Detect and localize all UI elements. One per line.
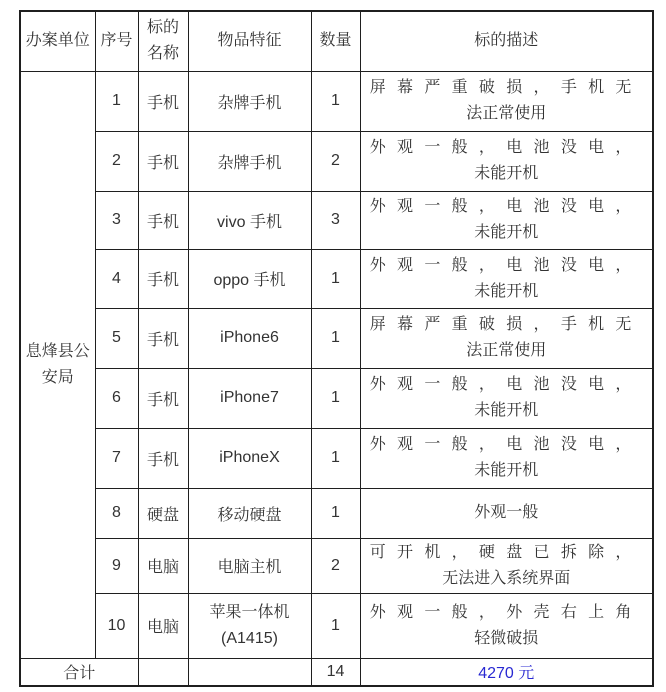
header-qty-label: 数量 [319, 32, 352, 50]
desc-line1: 屏幕严重破损，手机无 [369, 79, 643, 96]
cell-feature: iPhone7 [188, 368, 311, 428]
cell-unit [20, 71, 95, 658]
table-row [20, 368, 653, 428]
total-label-cell: 合计 [20, 658, 138, 686]
header-feature [188, 11, 311, 71]
desc-line2: 未能开机 [474, 282, 539, 300]
header-no-label: 序号 [100, 32, 133, 50]
desc-line1: 屏幕严重破损，手机无 [369, 316, 643, 333]
desc-line1: 可开机，硬盘已拆除， [369, 543, 643, 561]
header-name-line1: 标的 [146, 19, 179, 37]
total-amount-cell: 4270 元 [360, 658, 653, 686]
cell-no: 6 [95, 368, 138, 428]
cell-name: 手机 [138, 131, 188, 191]
desc-line1: 外观一般，电池没电， [369, 436, 643, 453]
cell-no: 5 [95, 308, 138, 368]
cell-feature: iPhoneX [188, 428, 311, 488]
desc-line2: 未能开机 [474, 224, 539, 241]
cell-no: 2 [95, 131, 138, 191]
cell-desc [360, 308, 653, 368]
desc-line2: 未能开机 [474, 165, 539, 182]
cell-qty: 1 [311, 308, 360, 368]
cell-no: 4 [95, 249, 138, 308]
cell-feature: oppo 手机 [188, 249, 311, 308]
desc-line1: 外观一般 [474, 504, 539, 521]
cell-name: 手机 [138, 428, 188, 488]
cell-name: 电脑 [138, 593, 188, 658]
cell-desc [360, 131, 653, 191]
table-row [20, 488, 653, 538]
cell-feature: iPhone6 [188, 308, 311, 368]
cell-desc [360, 368, 653, 428]
header-desc [360, 11, 653, 71]
cell-no: 7 [95, 428, 138, 488]
desc-line2: 未能开机 [474, 462, 539, 479]
total-name-cell [138, 658, 188, 686]
cell-desc [360, 249, 653, 308]
cell-feature: vivo 手机 [188, 191, 311, 249]
table-row [20, 428, 653, 488]
cell-desc [360, 71, 653, 131]
total-row [20, 658, 653, 686]
cell-name: 手机 [138, 308, 188, 368]
cell-no: 1 [95, 71, 138, 131]
cell-name: 电脑 [138, 538, 188, 593]
cell-name: 手机 [138, 191, 188, 249]
total-feature-cell [188, 658, 311, 686]
cell-qty: 1 [311, 249, 360, 308]
desc-line2: 未能开机 [474, 402, 539, 419]
header-row [20, 11, 653, 71]
desc-line1: 外观一般，电池没电， [369, 198, 643, 215]
table-row [20, 249, 653, 308]
unit-line2: 安局 [41, 368, 74, 386]
cell-feature: 杂牌手机 [188, 131, 311, 191]
desc-line2: 无法进入系统界面 [442, 569, 571, 587]
table-row [20, 71, 653, 131]
unit-line1: 息烽县公 [25, 342, 90, 360]
cell-feature: 电脑主机 [188, 538, 311, 593]
cell-feature: 杂牌手机 [188, 71, 311, 131]
desc-line2: 法正常使用 [466, 105, 547, 122]
cell-qty: 1 [311, 428, 360, 488]
cell-desc [360, 538, 653, 593]
desc-line1: 外观一般，电池没电， [369, 256, 643, 274]
cell-name: 手机 [138, 368, 188, 428]
desc-line2: 法正常使用 [466, 342, 547, 359]
cell-feature [188, 593, 311, 658]
cell-qty: 3 [311, 191, 360, 249]
feature-line1: 苹果一体机 [209, 603, 290, 621]
cell-no: 10 [95, 593, 138, 658]
header-desc-label: 标的描述 [474, 32, 539, 50]
cell-desc [360, 191, 653, 249]
header-name [138, 11, 188, 71]
cell-no: 8 [95, 488, 138, 538]
seized-items-table [19, 10, 654, 687]
table-row [20, 131, 653, 191]
cell-desc [360, 428, 653, 488]
cell-name: 手机 [138, 249, 188, 308]
cell-name: 硬盘 [138, 488, 188, 538]
table-row [20, 538, 653, 593]
header-feature-label: 物品特征 [217, 32, 282, 50]
desc-line2: 轻微破损 [474, 629, 539, 647]
cell-feature: 移动硬盘 [188, 488, 311, 538]
cell-qty: 1 [311, 71, 360, 131]
cell-qty: 2 [311, 131, 360, 191]
cell-qty: 1 [311, 593, 360, 658]
desc-line1: 外观一般，外壳右上角 [369, 603, 643, 621]
cell-no: 9 [95, 538, 138, 593]
header-unit-label: 办案单位 [25, 32, 90, 50]
desc-line1: 外观一般，电池没电， [369, 139, 643, 156]
cell-desc [360, 593, 653, 658]
cell-name: 手机 [138, 71, 188, 131]
desc-line1: 外观一般，电池没电， [369, 376, 643, 393]
cell-no: 3 [95, 191, 138, 249]
cell-qty: 1 [311, 488, 360, 538]
table-row [20, 308, 653, 368]
total-qty-cell: 14 [311, 658, 360, 686]
cell-qty: 2 [311, 538, 360, 593]
cell-desc [360, 488, 653, 538]
cell-qty: 1 [311, 368, 360, 428]
table-row [20, 191, 653, 249]
header-no [95, 11, 138, 71]
table-row [20, 593, 653, 658]
header-name-line2: 名称 [146, 45, 179, 63]
header-qty [311, 11, 360, 71]
header-unit [20, 11, 95, 71]
feature-line2: (A1415) [221, 629, 278, 647]
